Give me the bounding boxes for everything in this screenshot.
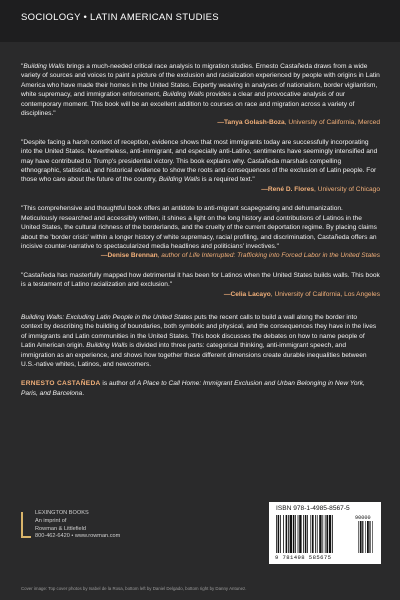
barcode-bar	[367, 521, 369, 553]
barcode-bar	[369, 521, 370, 553]
barcode-bar	[312, 515, 314, 553]
barcode-bar	[315, 515, 316, 553]
barcode-bar	[283, 515, 284, 553]
endorser-name: —René D. Flores	[261, 185, 315, 193]
endorser-name: —Celia Lacayo	[223, 290, 271, 298]
endorsement-quote-4	[21, 271, 380, 299]
blurb-content	[21, 62, 380, 398]
quote-text: "Building Walls brings a much-needed critical race analysis to migration studies. Ernesto Castañeda draws from a wide variety of sources and voices to paint a picture of the exclusion and racialization experienced by people with origins in Latin America who have made their homes in the United States. Expertly weaving in analyses of nationalism, border vigilantism, white supremacy, and immigration enforcement, Building Walls provides a clear and provocative analysis of our contemporary moment. This book will be an excellent addition to courses on race and migration across a variety of disciplines."	[21, 63, 380, 118]
barcode-bar	[293, 515, 295, 553]
barcode-digits: 9 781498 585675	[275, 554, 332, 561]
barcode-bar	[362, 521, 363, 553]
barcode-bar	[280, 515, 281, 553]
endorser-affiliation: , author of Life Interrupted: Trafficking into Forced Labor in the United States	[157, 252, 380, 260]
barcode-bar	[310, 515, 311, 553]
endorsement-quote-2	[21, 138, 380, 194]
endorser-affiliation: , University of Chicago	[314, 185, 380, 193]
barcode-bar	[298, 515, 299, 553]
publisher-info: LEXINGTON BOOKS An imprint of Rowman & Littlefield 800-462-6420 • www.rowman.com	[35, 510, 121, 540]
price-code: 90000	[355, 515, 371, 521]
book-title: Building Walls: Excluding Latin People in the United States	[21, 313, 193, 321]
barcode-bar	[307, 515, 308, 553]
category-bar	[0, 0, 400, 42]
barcode-bar	[329, 515, 331, 553]
endorser-affiliation: , University of California, Merced	[284, 119, 380, 127]
publisher-block	[21, 510, 141, 560]
barcode-bar	[317, 515, 318, 553]
barcode-bar	[303, 515, 304, 553]
quote-attribution	[21, 118, 380, 127]
quote-text: "Despite facing a harsh context of reception, evidence shows that most immigrants today are successfully incorporating into the United States. Nevertheless, anti-immigrant, and especially anti-Latino, sentiments have seemingly intensified and may have contributed to Trump's presidential victory. This book explains why. Castañeda marshals compelling ethnographic, statistical, and historical evidence to show the roots and consequences of the exclusion of Latin people. For those who care about the future of the country, Building Walls is a required text."	[21, 138, 378, 184]
quote-text: "This comprehensive and thoughtful book offers an antidote to anti-migrant scapegoating and dehumanization. Meticulously researched and accessibly written, it shines a light on the long history and contributions of Latinos in the United States, the cultural richness of the borderlands, and the cruelty of the current deportation regime. By placing claims about the 'border crisis' within a longer history of white supremacy, racial profiling, and discrimination, Castañeda offers an incisive counter-narrative to spectacularized media headlines and politicians' invectives."	[21, 205, 377, 250]
publisher-logo-icon	[21, 512, 31, 538]
quote-attribution	[21, 290, 380, 299]
cover-footer	[21, 502, 380, 582]
author-previous-book: A Place to Call Home: Immigrant Exclusion and Urban Belonging in New York, Paris, and Barcelona	[21, 380, 365, 397]
barcode-bar	[288, 515, 289, 553]
author-bio: ERNESTO CASTAÑEDA is author of A Place to Call Home: Immigrant Exclusion and Urban Belonging in New York, Paris, and Barcelona.	[21, 380, 365, 397]
endorser-name: —Denise Brennan	[100, 252, 158, 260]
barcode-bar	[360, 521, 362, 553]
barcode-bar	[295, 515, 296, 553]
cover-image-credit: Cover image: Top cover photos by Isabel de la Rosa, bottom left by Daniel Delgado, bottom right by Danny Antunez.	[21, 586, 247, 591]
book-description: Building Walls: Excluding Latin People in the United States puts the recent calls to build a wall along the border into context by describing the building of boundaries, both symbolic and physical, and the consequences they have in the lives of immigrants and Latin communities in the United States. This book discusses the debates on how to name people of Latin American origin. Building Walls is divided into three parts: categorical thinking, anti-immigrant speech, and immigration as an experience, and shows how together these different dimensions create durable inequalities between U.S.-native whites, Latinos, and newcomers.	[21, 313, 377, 368]
quote-attribution	[21, 251, 380, 260]
publisher-contact: 800-462-6420 • www.rowman.com	[35, 533, 121, 540]
endorser-affiliation: , University of California, Los Angeles	[270, 290, 380, 298]
isbn-barcode	[269, 502, 381, 564]
barcode-bar	[372, 521, 373, 553]
endorsement-quote-3	[21, 204, 380, 260]
barcode-bar	[365, 521, 366, 553]
barcode-bar	[305, 515, 307, 553]
barcode-icon	[276, 515, 376, 553]
author-name: ERNESTO CASTAÑEDA	[21, 380, 101, 388]
category-label: SOCIOLOGY • LATIN AMERICAN STUDIES	[21, 12, 219, 23]
barcode-bar	[276, 515, 277, 553]
barcode-bar	[286, 515, 288, 553]
barcode-bar	[326, 515, 328, 553]
barcode-bar	[278, 515, 280, 553]
endorsement-quote-1	[21, 62, 380, 128]
quote-text: "Castañeda has masterfully mapped how detrimental it has been for Latinos when the United States builds walls. This book is a testament of Latino racialization and exclusion."	[21, 271, 380, 289]
endorser-name: —Tanya Golash-Boza	[217, 119, 285, 127]
barcode-bar	[290, 515, 292, 553]
barcode-bar	[325, 515, 326, 553]
barcode-bar	[319, 515, 321, 553]
publisher-name: LEXINGTON BOOKS	[35, 510, 89, 516]
barcode-bar	[358, 521, 359, 553]
barcode-bar	[322, 515, 323, 553]
isbn-number: ISBN 978-1-4985-8567-5	[276, 505, 350, 512]
barcode-bar	[299, 515, 301, 553]
barcode-bar	[332, 515, 333, 553]
quote-attribution	[21, 185, 380, 194]
